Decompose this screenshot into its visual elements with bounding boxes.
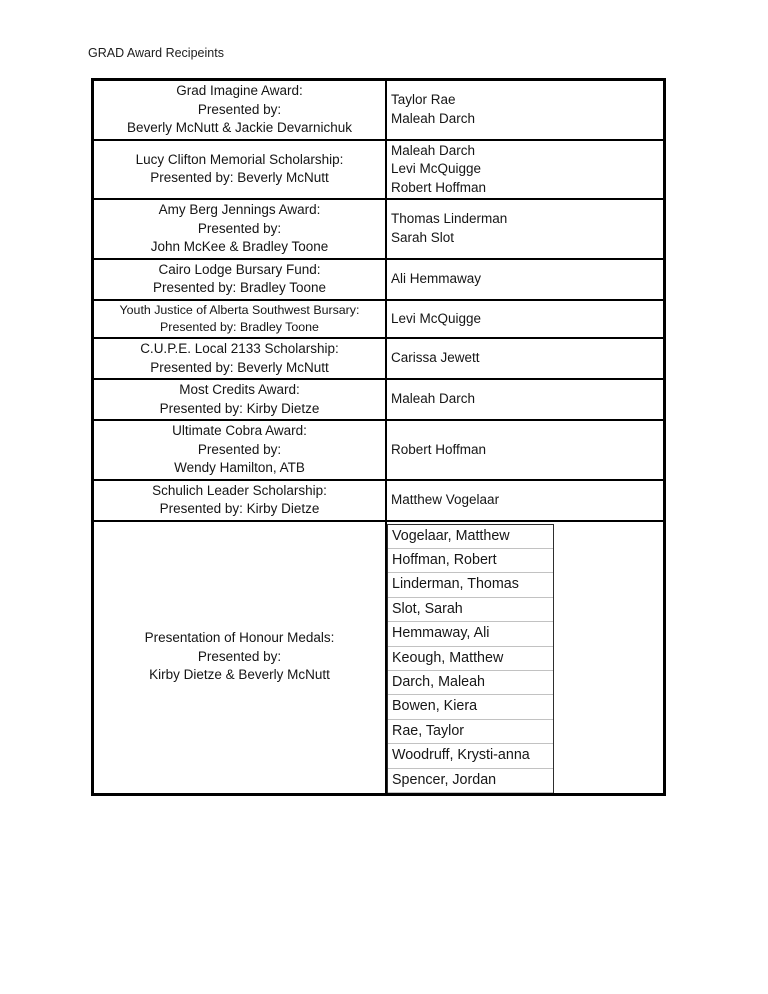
award-line: Presented by: Kirby Dietze	[159, 400, 320, 416]
award-line: Presented by:	[197, 220, 282, 236]
award-line: Presented by:	[197, 101, 282, 117]
award-line: Presented by: Kirby Dietze	[159, 501, 320, 517]
recipients-cell	[386, 199, 665, 259]
awards-table-body	[93, 80, 665, 795]
recipient-name: Sarah Slot	[391, 229, 455, 245]
award-cell	[93, 521, 387, 795]
award-line: C.U.P.E. Local 2133 Scholarship:	[140, 341, 339, 357]
awards-table	[91, 78, 666, 796]
award-line: Amy Berg Jennings Award:	[158, 202, 321, 217]
award-row	[93, 420, 665, 480]
award-cell	[93, 80, 387, 140]
honour-roll-item: Bowen, Kiera	[388, 695, 553, 719]
award-line: Kirby Dietze & Beverly McNutt	[149, 667, 330, 683]
award-line: Presentation of Honour Medals:	[144, 630, 335, 646]
honour-roll-item: Linderman, Thomas	[388, 573, 553, 597]
award-line: Ultimate Cobra Award:	[172, 423, 307, 439]
recipient-name: Carissa Jewett	[391, 350, 480, 366]
award-line: Schulich Leader Scholarship:	[152, 482, 327, 498]
recipient-name: Maleah Darch	[391, 391, 476, 407]
award-cell	[93, 420, 387, 480]
award-cell	[93, 338, 387, 379]
award-row	[93, 521, 665, 795]
award-cell	[93, 379, 387, 420]
honour-roll-box	[387, 524, 554, 793]
award-row	[93, 480, 665, 521]
honour-roll-item: Slot, Sarah	[388, 598, 553, 622]
award-line: Presented by: Bradley Toone	[160, 319, 319, 334]
recipients-cell	[386, 140, 665, 200]
recipients-cell	[386, 379, 665, 420]
recipients-cell	[386, 338, 665, 379]
honour-roll-item: Darch, Maleah	[388, 671, 553, 695]
award-row	[93, 259, 665, 300]
honour-roll-item: Hoffman, Robert	[388, 549, 553, 573]
award-cell	[93, 140, 387, 200]
award-row	[93, 80, 665, 140]
award-line: Lucy Clifton Memorial Scholarship:	[135, 151, 344, 167]
award-line: Most Credits Award:	[179, 382, 300, 398]
award-line: Beverly McNutt & Jackie Devarnichuk	[126, 120, 353, 135]
recipients-cell	[386, 480, 665, 521]
recipient-name: Maleah Darch	[391, 142, 476, 158]
award-cell	[93, 199, 387, 259]
award-cell	[93, 300, 387, 339]
award-line: Cairo Lodge Bursary Fund:	[158, 261, 321, 277]
recipients-cell	[386, 259, 665, 300]
recipients-cell	[386, 420, 665, 480]
award-cell	[93, 259, 387, 300]
award-line: John McKee & Bradley Toone	[150, 239, 329, 254]
award-line: Presented by: Bradley Toone	[152, 280, 327, 295]
recipient-name: Maleah Darch	[391, 110, 476, 126]
honour-roll-item: Spencer, Jordan	[388, 769, 553, 793]
award-line: Grad Imagine Award:	[176, 83, 303, 98]
recipients-cell	[386, 521, 665, 795]
recipients-cell	[386, 80, 665, 140]
honour-roll-item: Woodruff, Krysti-anna	[388, 744, 553, 768]
award-row	[93, 300, 665, 339]
recipient-name: Levi McQuigge	[391, 310, 482, 326]
award-row	[93, 140, 665, 200]
honour-roll-item: Keough, Matthew	[388, 647, 553, 671]
award-row	[93, 379, 665, 420]
recipient-name: Robert Hoffman	[391, 179, 487, 195]
award-line: Presented by: Beverly McNutt	[150, 170, 329, 186]
award-line: Youth Justice of Alberta Southwest Bursary:	[119, 302, 360, 317]
award-line: Presented by:	[197, 648, 282, 664]
recipient-name: Thomas Linderman	[391, 211, 508, 227]
honour-roll-item: Rae, Taylor	[388, 720, 553, 744]
award-line: Wendy Hamilton, ATB	[174, 460, 305, 476]
honour-roll-item: Vogelaar, Matthew	[388, 525, 553, 549]
page-title: GRAD Award Recipeints	[88, 46, 224, 60]
recipient-name: Matthew Vogelaar	[391, 491, 500, 507]
recipients-cell	[386, 300, 665, 339]
award-line: Presented by:	[197, 441, 282, 457]
award-cell	[93, 480, 387, 521]
award-row	[93, 199, 665, 259]
recipient-name: Taylor Rae	[391, 92, 456, 108]
recipient-name: Robert Hoffman	[391, 441, 487, 457]
honour-roll-item: Hemmaway, Ali	[388, 622, 553, 646]
award-line: Presented by: Beverly McNutt	[150, 359, 329, 375]
recipient-name: Levi McQuigge	[391, 161, 482, 176]
recipient-name: Ali Hemmaway	[391, 270, 482, 286]
award-row	[93, 338, 665, 379]
